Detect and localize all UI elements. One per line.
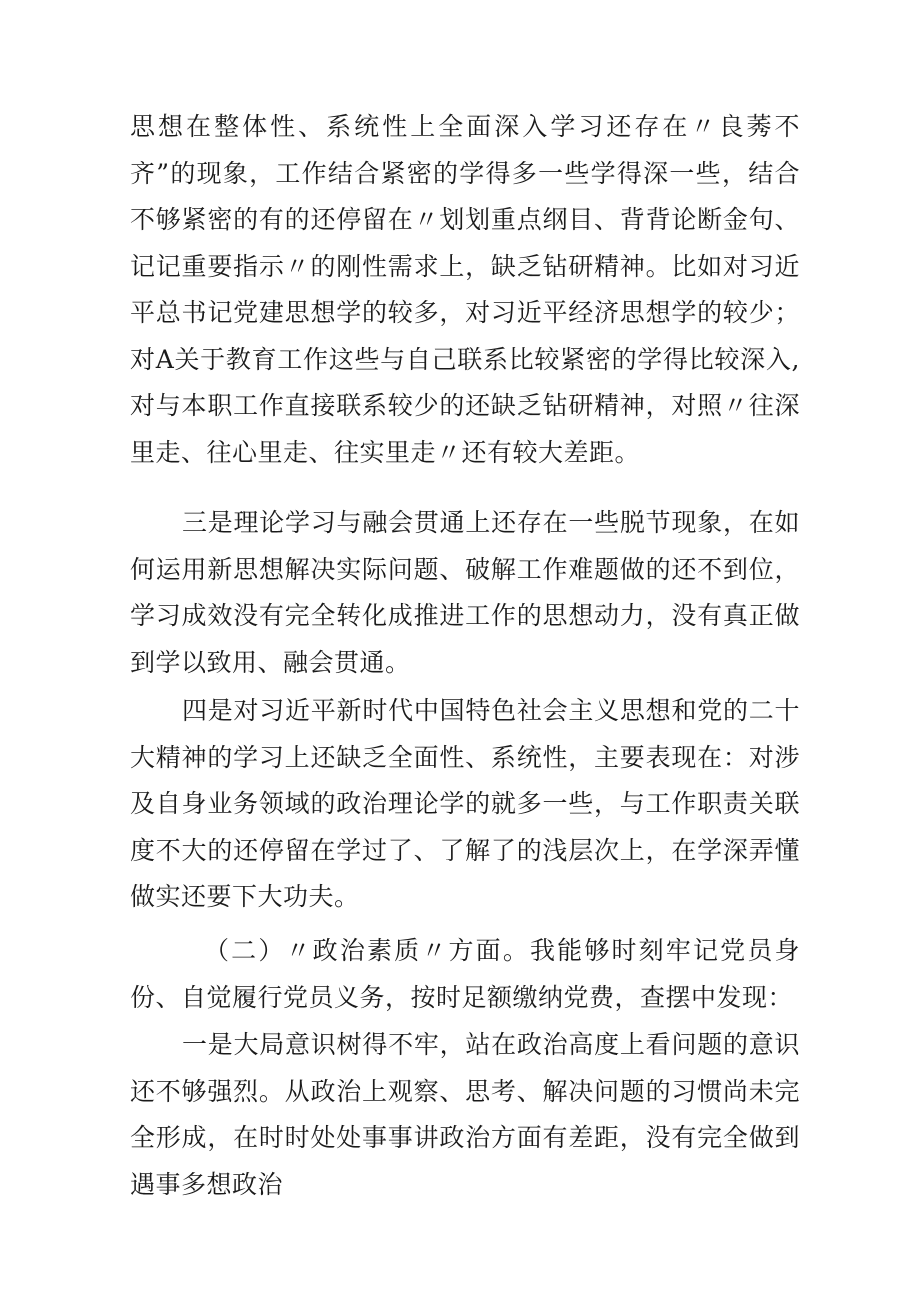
paragraph-4: （二）〃政治素质〃方面。我能够时刻牢记党员身份、自觉履行党员义务，按时足额缴纳党费，查摆中发现： [130,936,800,1012]
paragraph-2: 三是理论学习与融会贯通上还存在一些脱节现象，在如何运用新思想解决实际问题、破解工作难题做的还不到位，学习成效没有完全转化成推进工作的思想动力，没有真正做到学以致用、融会贯通。 [130,508,800,677]
paragraph-5: 一是大局意识树得不牢，站在政治高度上看问题的意识还不够强烈。从政治上观察、思考、解决问题的习惯尚未完全形成，在时时处处事事讲政治方面有差距，没有完全做到遇事多想政治 [130,1030,800,1199]
paragraph-1: 思想在整体性、系统性上全面深入学习还存在〃良莠不齐”的现象，工作结合紧密的学得多一些学得深一些，结合不够紧密的有的还停留在〃划划重点纲目、背背论断金句、记记重要指示〃的刚性需求上，缺乏钻研精神。比如对习近平总书记党建思想学的较多，对习近平经济思想学的较少；对A关于教育工作这些与自己联系比较紧密的学得比较深入,对与本职工作直接联系较少的还缺乏钻研精神，对照〃往深里走、往心里走、往实里走〃还有较大差距。 [130,112,800,467]
paragraph-3: 四是对习近平新时代中国特色社会主义思想和党的二十大精神的学习上还缺乏全面性、系统性，主要表现在：对涉及自身业务领域的政治理论学的就多一些，与工作职责关联度不大的还停留在学过了、了解了的浅层次上，在学深弄懂做实还要下大功夫。 [130,696,800,911]
